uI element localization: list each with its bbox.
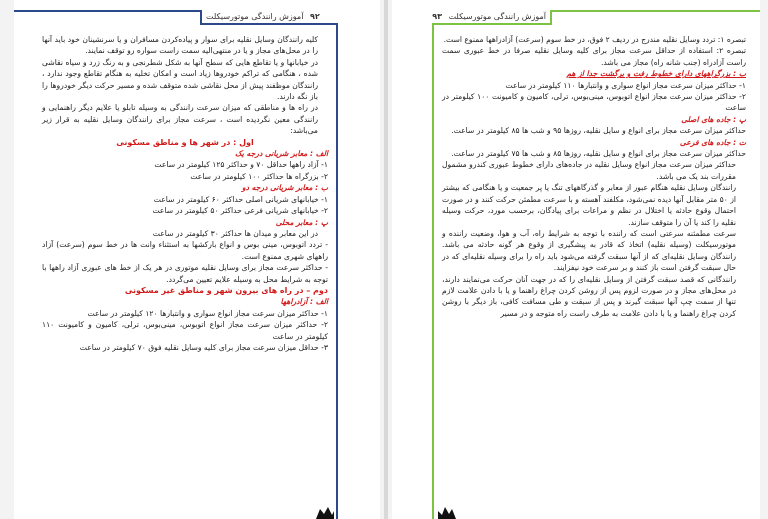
running-head-title: آموزش رانندگی موتورسیکلت <box>448 12 546 21</box>
frame-line <box>14 10 202 12</box>
paragraph: تبصره ۲: استفاده از حداقل سرعت مجاز برای کلیه وسایل نقلیه صرفا در خط عبوری سمت راست آزادراه (جنب شانه راه) مجاز می باشد. <box>442 46 746 67</box>
paragraph: حداکثر میزان سرعت مجاز برای انواع و سایل نقلیه، روزها ۹۵ و شب ها ۸۵ کیلومتر در ساعت. <box>451 126 746 136</box>
paragraph: - حداکثر سرعت مجاز برای وسایل نقلیه موتوری در هر یک از خط های عبوری آزاد راهها با توجه به شرایط محل به وسیله علایم تعیین می‌گردد. <box>42 263 328 284</box>
page-92 <box>14 0 380 519</box>
paragraph: رانندگانی که قصد سبقت گرفتن از وسایل نقلیه‌ای را که در جهت آنان حرکت می‌نمایند دارند، در محل‌های مجاز و در صورت لزوم پس از روشن کردن چراغ راهنما و یا با دادن علامت لازم تنها از سمت چپ آنها سبقت گیرند و پس از سبقت و طی مسافت کافی، باز دیگر با روشن کردن چراغ راهنما و یا با دادن علامت به طرف راست راه متوجه و در مسیر <box>442 274 736 318</box>
page-gutter <box>384 0 388 519</box>
ornament-icon <box>436 505 458 519</box>
subsection-heading: ب : معابر شریانی درجه دو <box>241 183 328 193</box>
page-93 <box>392 0 760 519</box>
page-number: ۹۲ <box>309 12 320 21</box>
subsection-heading: پ : جاده های اصلی <box>681 114 746 124</box>
list-item: ۲- بزرگراه ها حداکثر ۱۰۰ کیلومتر در ساعت <box>190 171 328 181</box>
list-item: ۲- حداکثر میزان سرعت مجاز انواع اتوبوس، مینی‌بوس، ترلی، کامیون و کامیونت ۱۱۰ کیلومتر در ساعت <box>42 320 328 341</box>
subsection-heading: ت : جاده های فرعی <box>679 137 746 147</box>
subsection-heading: پ : معابر محلی <box>275 217 328 227</box>
paragraph: تبصره ۱: تردد وسایل نقلیه مندرج در ردیف ۲ فوق، در خط سوم (سرعت) آزادراهها ممنوع است. <box>443 35 746 44</box>
list-item: ۱- حداکثر میزان سرعت مجاز انواع سواری و وانتبارها ۱۱۰ کیلومتر در ساعت <box>505 80 746 90</box>
frame-line <box>432 23 434 519</box>
running-head-title: آموزش رانندگی موتورسیکلت <box>206 12 304 21</box>
paragraph: حداکثر میزان سرعت مجاز برای انواع و سایل نقلیه، روزها ۸۵ و شب ها ۷۵ کیلومتر در ساعت. <box>451 149 746 159</box>
page-number: ۹۳ <box>432 12 443 21</box>
running-head <box>206 12 332 21</box>
subsection-heading: الف : آزادراهها <box>280 297 328 307</box>
section-heading: اول : در شهر ها و مناطق مسکونی <box>116 137 254 147</box>
frame-line <box>550 10 760 12</box>
ornament-icon <box>314 505 336 519</box>
paragraph: در راه ها و مناطقی که میزان سرعت رانندگی به وسیله تابلو یا علایم دیگر راهنمایی و رانندگی معین نگردیده است ، سرعت مجاز برای رانندگان وسایل نقلیه به قرار زیر می‌باشد: <box>42 103 318 136</box>
paragraph: در این معابر و میدان ها حداکثر ۳۰ کیلومتر در ساعت <box>152 228 318 238</box>
page-body <box>442 34 746 319</box>
paragraph: در خیابانها و یا تقاطع هایی که سطح آنها به شکل شطرنجی و به رنگ زرد و سیاه نقاشی شده ، هنگامی که تراکم خودروها زیاد است و امکان تخلیه به هنگام تقاطع وجود ندارد ، رانندگان موظفند پیش از محل نقاشی شده متوقف شده و مسیر حرکت دیگر خودروها را باز نگه دارند. <box>42 57 318 102</box>
frame-line <box>200 23 338 25</box>
section-heading: دوم – در راه های بیرون شهر و مناطق غیر مسکونی <box>124 285 328 295</box>
frame-line <box>336 23 338 519</box>
running-head <box>432 12 546 21</box>
list-item: ۱- خیابانهای شریانی اصلی حداکثر ۶۰ کیلومتر در ساعت <box>153 194 328 204</box>
list-item: ۱- آزاد راهها حداقل ۷۰ و حداکثر ۱۲۵ کیلومتر در ساعت <box>154 160 328 170</box>
paragraph: حداکثر میزان سرعت مجاز انواع وسایل نقلیه در جاده‌های دارای خطوط عبوری کندرو مشمول مقررات بند یک می باشد. <box>442 160 736 181</box>
subsection-heading: الف : معابر شریانی درجه یک <box>234 149 328 159</box>
list-item: ۲- خیابانهای شریانی فرعی حداکثر ۵۰ کیلومتر در ساعت <box>152 206 328 216</box>
page-body <box>42 34 328 353</box>
paragraph: - تردد اتوبوس، مینی بوس و انواع بارکشها به استثناء وانت ها در خط سوم (سرعت) آزاد راههای شهری ممنوع است. <box>42 240 328 261</box>
paragraph: رانندگان وسایل نقلیه هنگام عبور از معابر و گذرگاههای تنگ یا پر جمعیت و یا هنگامی که بیشتر از ۵۰ متر مقابل آنها دیده نمی‌شود، مکلفند آهسته و با سرعت مطمئن حرکت کنند و در صورت احتمال وقوع حادثه یا اختلال در نظم و مراعات برای پیادگان، برحسب مورد، حرکت وسیله نقلیه را کند یا آن را متوقف سازند. <box>442 183 736 227</box>
list-item: ۲- حداکثر میزان سرعت مجاز انواع اتوبوس، مینی‌بوس، ترلی، کامیون و کامیونت ۱۰۰ کیلومتر در ساعت <box>442 92 746 113</box>
list-item: ۱- حداکثر میزان سرعت مجاز انواع سواری و وانتبارها ۱۲۰ کیلومتر در ساعت <box>87 308 328 318</box>
subsection-heading: ب : بزرگراههای دارای خطوط رفت و برگشت جدا از هم <box>566 69 746 79</box>
paragraph: سرعت مطمئنه سرعتی است که راننده با توجه به شرایط راه، آب و هوا، وضعیت راننده و موتورسیکلت (وسیله نقلیه) اتخاذ که قادر به پیشگیری از وقوع هر گونه حادثه می باشد. رانندگان وسایل نقلیه‌ای که از آنها سبقت گرفته می‌شود باید راه را برای وسیله نقلیه‌ای که در حال سبقت گرفتن است باز کنند و بر سرعت خود نیفزایند. <box>442 228 736 273</box>
paragraph: کلیه رانندگان وسایل نقلیه برای سوار و پیاده‌کردن مسافران و یا سرنشینان خود باید آنها را در محل‌های مجاز و یا در منتهی‌الیه سمت راست سواره رو توقف نمایند. <box>42 35 318 56</box>
list-item: ۳- حداقل میزان سرعت مجاز برای کلیه وسایل نقلیه فوق ۷۰ کیلومتر در ساعت <box>79 342 328 352</box>
frame-line <box>432 23 552 25</box>
